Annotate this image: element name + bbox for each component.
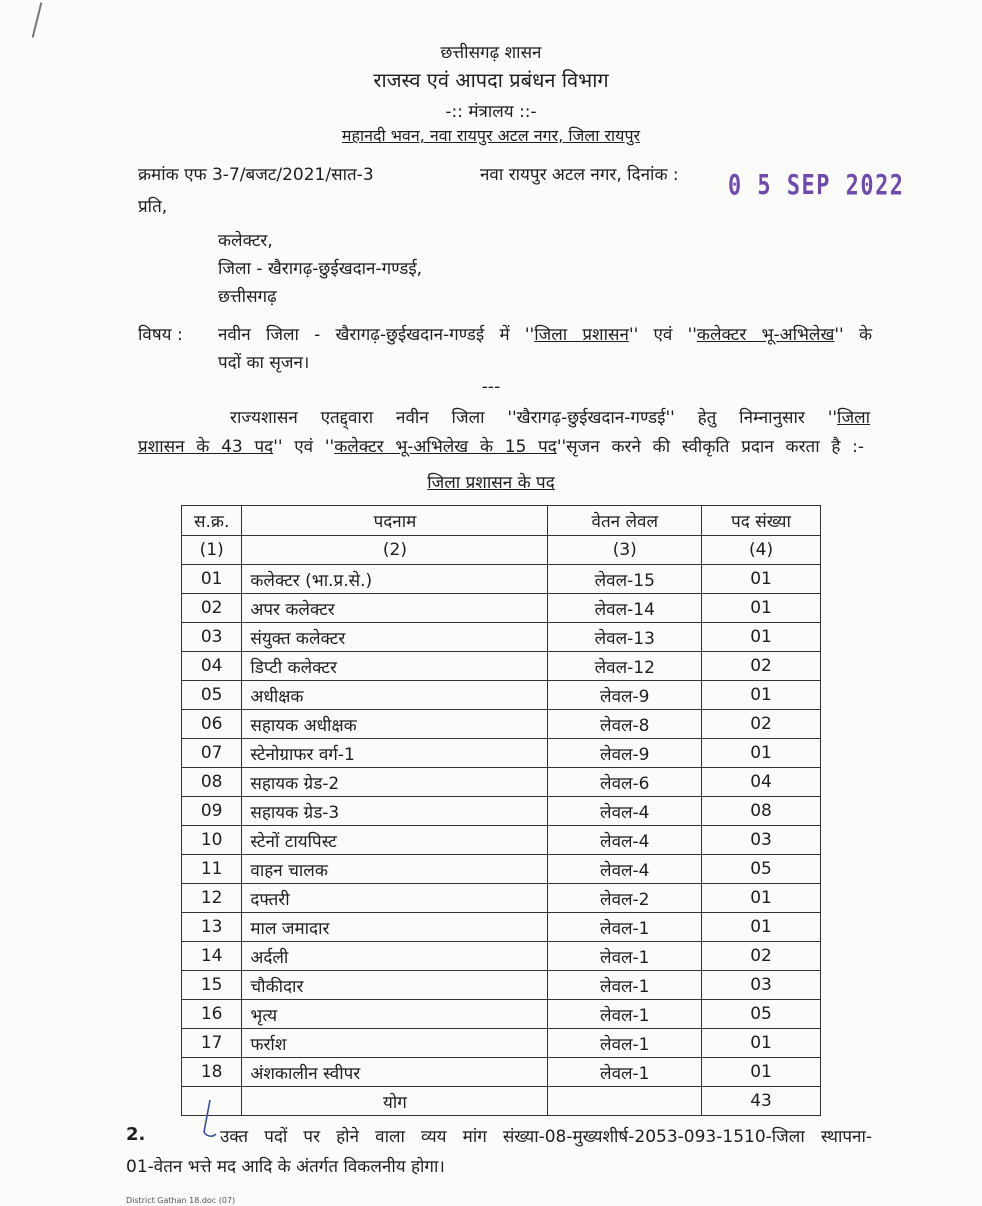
cell-post: अपर कलेक्टर: [242, 594, 548, 623]
cell-level: लेवल-4: [548, 797, 702, 826]
para2-line-2: 01-वेतन भत्ते मद आदि के अंतर्गत विकलनीय होगा।: [126, 1157, 445, 1177]
cell-count: 01: [702, 739, 821, 768]
table-total-row: [182, 1087, 821, 1116]
body-underline-1: जिला: [837, 408, 870, 428]
cell-post: सहायक ग्रेड-2: [242, 768, 548, 797]
cell-level: लेवल-8: [548, 710, 702, 739]
cell-count: 02: [702, 710, 821, 739]
cell-sn: 08: [182, 768, 242, 797]
table-row: [182, 826, 821, 855]
cell-sn: 17: [182, 1029, 242, 1058]
cell-level: लेवल-4: [548, 855, 702, 884]
addressee-line-1: कलेक्टर,: [218, 231, 273, 251]
cell-post: कलेक्टर (भा.प्र.से.): [242, 565, 548, 594]
address-line: महानदी भवन, नवा रायपुर अटल नगर, जिला रायपुर: [341, 126, 641, 145]
cell-post: वाहन चालक: [242, 855, 548, 884]
cell-count: 08: [702, 797, 821, 826]
cell-post: स्टेनों टायपिस्ट: [242, 826, 548, 855]
cell-post: अंशकालीन स्वीपर: [242, 1058, 548, 1087]
cell-post: भृत्य: [242, 1000, 548, 1029]
table-row: [182, 768, 821, 797]
reference-number: क्रमांक एफ 3-7/बजट/2021/सात-3: [138, 165, 374, 185]
cell-count: 04: [702, 768, 821, 797]
cell-post: फर्राश: [242, 1029, 548, 1058]
table-row: [182, 1000, 821, 1029]
table-title: जिला प्रशासन के पद: [427, 473, 555, 493]
addressee-line-2: जिला - खैरागढ़-छुईखदान-गण्डई,: [218, 259, 423, 279]
subject-line-2: पदों का सृजन।: [218, 353, 310, 373]
colnum-3: (3): [548, 536, 702, 565]
cell-level: लेवल-1: [548, 1058, 702, 1087]
cell-level: लेवल-14: [548, 594, 702, 623]
separator: ---: [481, 377, 501, 397]
cell-sn: 05: [182, 681, 242, 710]
subject-line-1: नवीन जिला - खैरागढ़-छुईखदान-गण्डई में ''जिला प्रशासन'' एवं ''कलेक्टर भू-अभिलेख'' के: [218, 325, 872, 345]
cell-count: 03: [702, 971, 821, 1000]
cell-post: संयुक्त कलेक्टर: [242, 623, 548, 652]
cell-count: 01: [702, 913, 821, 942]
para2-line-1: उक्त पदों पर होने वाला व्यय मांग संख्या-08-मुख्यशीर्ष-2053-093-1510-जिला स्थापना-: [220, 1127, 872, 1147]
table-row: [182, 681, 821, 710]
date-stamp: 0 5 SEP 2022: [728, 168, 905, 201]
cell-count: 01: [702, 1029, 821, 1058]
cell-count: 01: [702, 1058, 821, 1087]
cell-post: सहायक ग्रेड-3: [242, 797, 548, 826]
total-empty-cell-2: [548, 1087, 702, 1116]
cell-sn: 02: [182, 594, 242, 623]
cell-sn: 12: [182, 884, 242, 913]
table-row: [182, 942, 821, 971]
cell-count: 05: [702, 855, 821, 884]
body-line-1: राज्यशासन एतद्द्वारा नवीन जिला ''खैरागढ़-छुईखदान-गण्डई'' हेतु निम्नानुसार ''जिला: [230, 408, 870, 428]
secretariat-label: -:: मंत्रालय ::-: [445, 102, 537, 122]
cell-level: लेवल-6: [548, 768, 702, 797]
table-row: [182, 710, 821, 739]
cell-count: 03: [702, 826, 821, 855]
department-name: राजस्व एवं आपदा प्रबंधन विभाग: [373, 68, 609, 92]
cell-level: लेवल-1: [548, 1029, 702, 1058]
cell-post: दफ्तरी: [242, 884, 548, 913]
cell-count: 01: [702, 884, 821, 913]
subject-label: विषय :: [138, 325, 183, 345]
table-row: [182, 855, 821, 884]
body-line-2: प्रशासन के 43 पद'' एवं ''कलेक्टर भू-अभिलेख के 15 पद''सृजन करने की स्वीकृति प्रदान करता है :-: [138, 437, 864, 457]
subject-underline-2: कलेक्टर भू-अभिलेख: [696, 325, 835, 345]
cell-level: लेवल-1: [548, 1000, 702, 1029]
cell-level: लेवल-13: [548, 623, 702, 652]
place-date-label: नवा रायपुर अटल नगर, दिनांक :: [480, 165, 679, 185]
cell-sn: 04: [182, 652, 242, 681]
cell-sn: 13: [182, 913, 242, 942]
posts-table: [181, 505, 821, 1116]
table-row: [182, 594, 821, 623]
cell-level: लेवल-15: [548, 565, 702, 594]
cell-level: लेवल-4: [548, 826, 702, 855]
table-row: [182, 1029, 821, 1058]
cell-count: 02: [702, 942, 821, 971]
cell-level: लेवल-9: [548, 681, 702, 710]
header-level: वेतन लेवल: [548, 506, 702, 536]
prati-label: प्रति,: [138, 197, 168, 217]
table-row: [182, 739, 821, 768]
addressee-line-3: छत्तीसगढ़: [218, 287, 277, 307]
cell-count: 01: [702, 623, 821, 652]
handwritten-tick-mark: [196, 1098, 218, 1142]
cell-post: स्टेनोग्राफर वर्ग-1: [242, 739, 548, 768]
header-count: पद संख्या: [702, 506, 821, 536]
cell-sn: 16: [182, 1000, 242, 1029]
colnum-1: (1): [182, 536, 242, 565]
table-row: [182, 884, 821, 913]
colnum-2: (2): [242, 536, 548, 565]
cell-level: लेवल-9: [548, 739, 702, 768]
para2-number: 2.: [126, 1124, 146, 1145]
table-header-row: [182, 506, 821, 536]
cell-sn: 18: [182, 1058, 242, 1087]
table-row: [182, 971, 821, 1000]
table-row: [182, 797, 821, 826]
cell-sn: 06: [182, 710, 242, 739]
table-colnum-row: [182, 536, 821, 565]
cell-count: 01: [702, 594, 821, 623]
cell-level: लेवल-12: [548, 652, 702, 681]
cell-post: चौकीदार: [242, 971, 548, 1000]
table-row: [182, 623, 821, 652]
cell-level: लेवल-2: [548, 884, 702, 913]
body-underline-3: कलेक्टर भू-अभिलेख के 15 पद: [334, 437, 557, 457]
cell-post: सहायक अधीक्षक: [242, 710, 548, 739]
cell-sn: 03: [182, 623, 242, 652]
cell-count: 05: [702, 1000, 821, 1029]
cell-post: माल जमादार: [242, 913, 548, 942]
cell-sn: 10: [182, 826, 242, 855]
total-label: योग: [242, 1087, 548, 1116]
footer-filename: District Gathan 18.doc (07): [126, 1196, 236, 1205]
cell-count: 01: [702, 565, 821, 594]
govt-name: छत्तीसगढ़ शासन: [440, 43, 542, 63]
table-row: [182, 565, 821, 594]
body-underline-2: प्रशासन के 43 पद: [138, 437, 274, 457]
header-post: पदनाम: [242, 506, 548, 536]
cell-sn: 11: [182, 855, 242, 884]
cell-sn: 01: [182, 565, 242, 594]
header-sn: स.क्र.: [182, 506, 242, 536]
scan-artifact-line: [32, 2, 43, 37]
colnum-4: (4): [702, 536, 821, 565]
cell-level: लेवल-1: [548, 913, 702, 942]
cell-level: लेवल-1: [548, 942, 702, 971]
cell-level: लेवल-1: [548, 971, 702, 1000]
cell-post: डिप्टी कलेक्टर: [242, 652, 548, 681]
table-row: [182, 1058, 821, 1087]
cell-count: 02: [702, 652, 821, 681]
total-value: 43: [702, 1087, 821, 1116]
cell-post: अधीक्षक: [242, 681, 548, 710]
cell-sn: 14: [182, 942, 242, 971]
cell-sn: 07: [182, 739, 242, 768]
cell-count: 01: [702, 681, 821, 710]
table-row: [182, 913, 821, 942]
cell-sn: 09: [182, 797, 242, 826]
subject-underline-1: जिला प्रशासन: [534, 325, 629, 345]
cell-sn: 15: [182, 971, 242, 1000]
table-row: [182, 652, 821, 681]
cell-post: अर्दली: [242, 942, 548, 971]
